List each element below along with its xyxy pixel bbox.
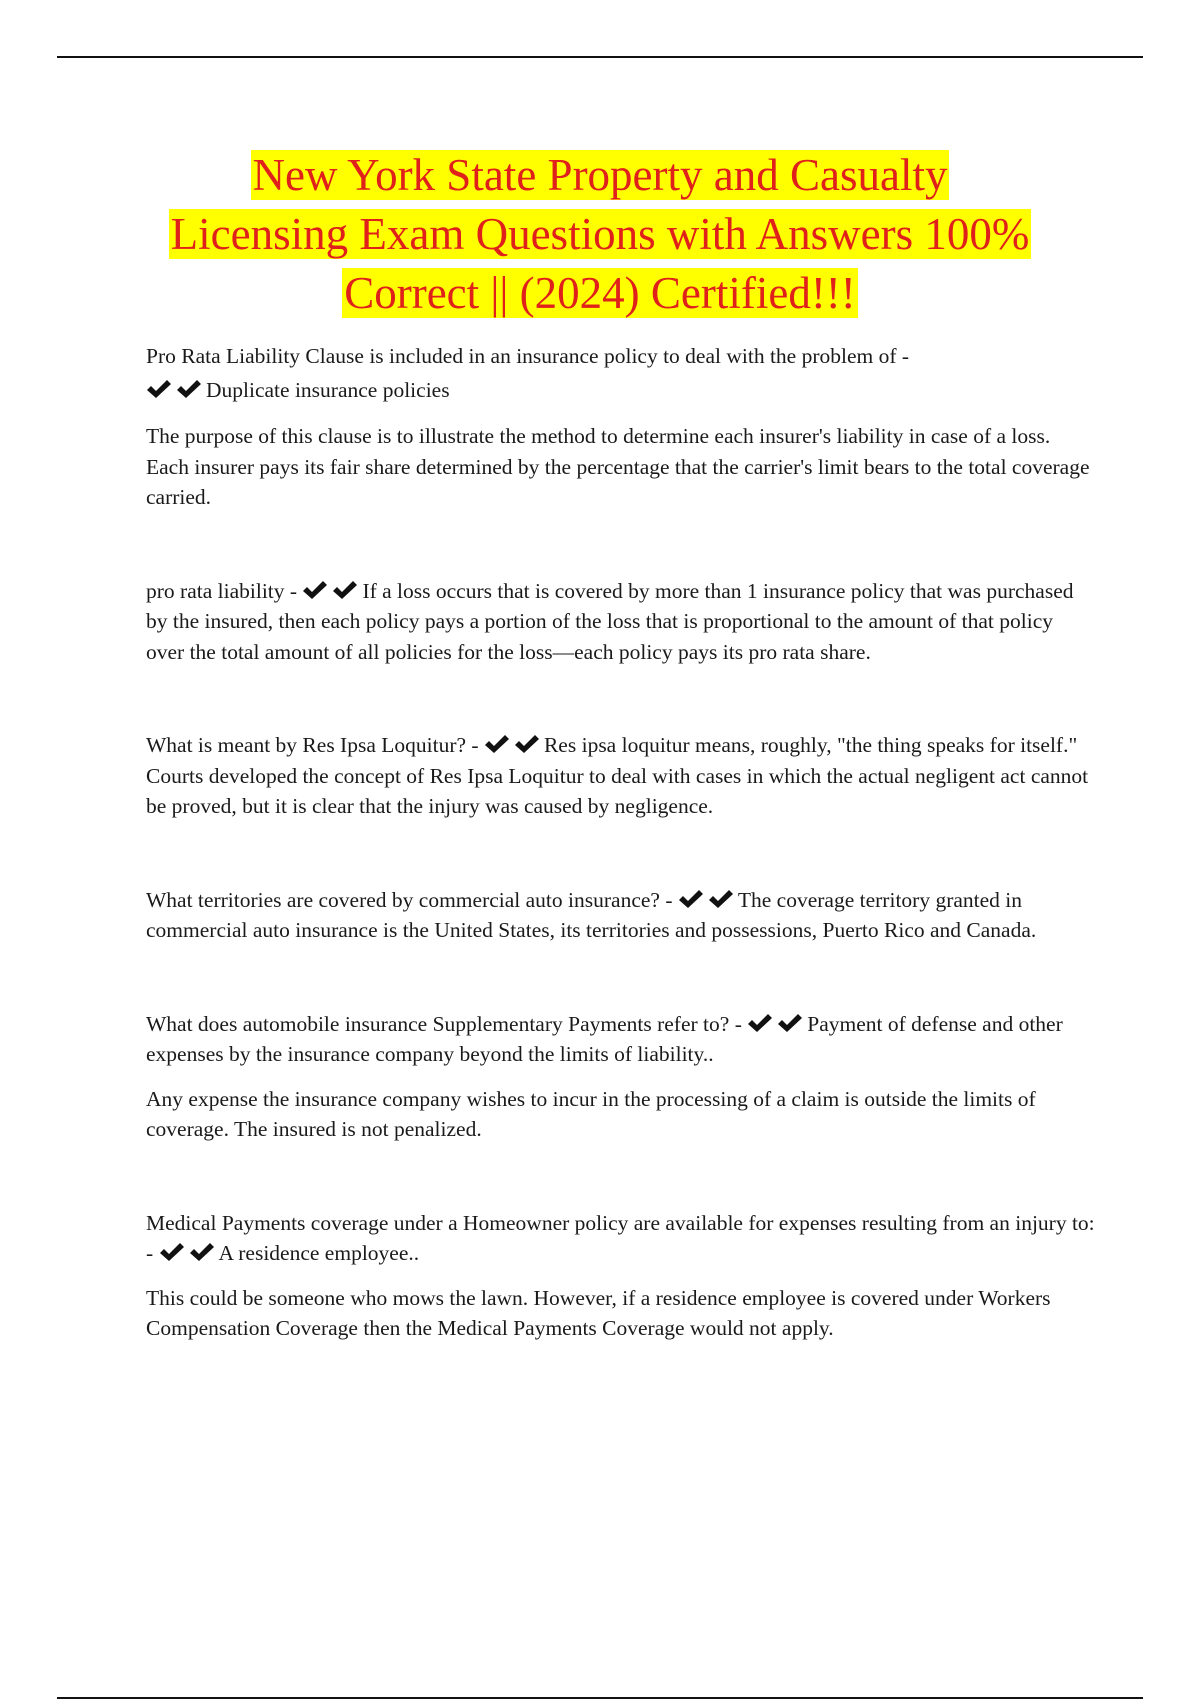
question-text: pro rata liability [146,578,285,603]
title-line-3: Correct || (2024) Certified!!! [344,268,856,318]
answer-text: The coverage territory granted in commercial auto insurance is the United States, its territories and possessions, Puerto Rico and Canada. [146,887,1037,942]
answer-text: Res ipsa loquitur means, roughly, "the thing speaks for itself." Courts developed the concept of Res Ipsa Loquitur to deal with cases in which the actual negligent act cannot be proved, but it is clear that the injury was caused by negligence. [146,733,1089,818]
question-text: What does automobile insurance Supplementary Payments refer to? [146,1011,730,1036]
check-mark-icon [189,1241,215,1263]
answer-text: Payment of defense and other expenses by the insurance company beyond the limits of liability.. [146,1011,1063,1066]
bottom-rule [57,1697,1143,1699]
answer-text: Duplicate insurance policies [206,378,450,402]
top-rule [57,56,1143,58]
check-mark-icon [678,888,704,910]
question-text: What territories are covered by commercial auto insurance? [146,887,660,912]
document-title [60,146,1140,323]
separator: - [896,344,910,368]
check-mark-icon [176,378,202,400]
check-mark-icon [777,1012,803,1034]
answer-text: A residence employee.. [218,1241,420,1265]
separator: - [659,887,678,912]
qa-item [146,1208,1096,1344]
qa-list [146,339,1096,1344]
qa-item [146,885,1096,946]
title-line-1: New York State Property and Casualty [252,150,948,200]
check-mark-icon [514,733,540,755]
check-mark-icon [747,1012,773,1034]
answer-text: If a loss occurs that is covered by more than 1 insurance policy that was purchased by the insured, then each policy pays a portion of the loss that is proportional to the amount of that policy over the total amount of all policies for the loss—each policy pays its pro rata share. [146,578,1074,664]
explanation-text: This could be someone who mows the lawn. However, if a residence employee is covered under Workers Compensation Coverage then the Medical Payments Coverage would not apply. [146,1285,1051,1340]
check-mark-icon [146,378,172,400]
title-line-2: Licensing Exam Questions with Answers 100% [170,209,1030,259]
qa-item [146,730,1096,822]
check-mark-icon [708,888,734,910]
check-mark-icon [332,579,358,601]
question-text: What is meant by Res Ipsa Loquitur? [146,733,467,757]
check-mark-icon [302,579,328,601]
qa-item [146,576,1096,668]
separator: - [466,733,484,757]
check-mark-icon [484,733,510,755]
check-mark-icon [159,1241,185,1263]
qa-item [146,339,1096,513]
qa-item [146,1009,1096,1145]
separator: - [146,1241,159,1265]
separator: - [284,578,303,603]
separator: - [729,1011,748,1036]
question-text: Pro Rata Liability Clause is included in an insurance policy to deal with the problem of [146,344,897,368]
explanation-text: The purpose of this clause is to illustrate the method to determine each insurer's liability in case of a loss. Each insurer pays its fair share determined by the percentage that the carrier's limit bears to the total coverage carried. [146,424,1090,509]
explanation-text: Any expense the insurance company wishes to incur in the processing of a claim is outside the limits of coverage. The insured is not penalized. [146,1086,1036,1141]
question-text: Medical Payments coverage under a Homeowner policy are available for expenses resulting from an injury to: [146,1210,1095,1235]
